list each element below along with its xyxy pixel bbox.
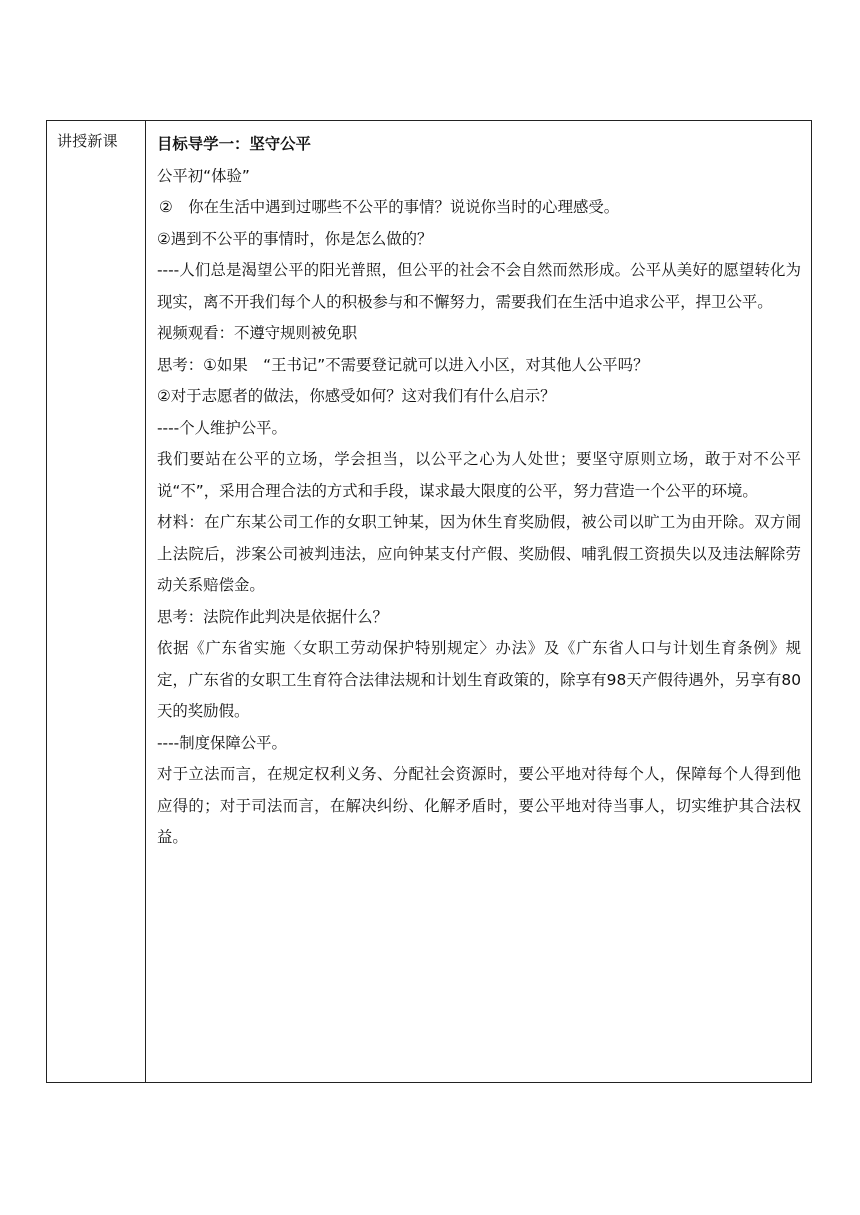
paragraph-personal: 我们要站在公平的立场，学会担当，以公平之心为人处世；要坚守原则立场，敢于对不公平说“不”，采用合理合法的方式和手段，谋求最大限度的公平，努力营造一个公平的环境。	[157, 450, 801, 500]
section-label: 讲授新课	[57, 132, 118, 150]
material-paragraph: 材料：在广东某公司工作的女职工钟某，因为休生育奖励假，被公司以旷工为由开除。双方闹上法院后，涉案公司被判违法，应向钟某支付产假、奖励假、哺乳假工资损失以及违法解除劳动关系赔偿金。	[157, 513, 801, 594]
think-question-2: ②对于志愿者的做法，你感受如何？这对我们有什么启示？	[157, 387, 556, 405]
think-question-1: 思考：①如果 “王书记”不需要登记就可以进入小区，对其他人公平吗？	[157, 355, 649, 374]
paragraph-system: 对于立法而言，在规定权利义务、分配社会资源时，要公平地对待每个人，保障每个人得到他应得的；对于司法而言，在解决纠纷、化解矛盾时，要公平地对待当事人，切实维护其合法权益。	[157, 765, 801, 846]
subheading-personal: ----个人维护公平。	[157, 418, 287, 437]
paragraph-fairness-intro: ----人们总是渴望公平的阳光普照，但公平的社会不会自然而然形成。公平从美好的愿望转化为现实，离不开我们每个人的积极参与和不懈努力，需要我们在生活中追求公平，捍卫公平。	[157, 261, 801, 311]
video-title: 视频观看：不遵守规则被免职	[157, 324, 358, 342]
paragraph-experience-title: 公平初“体验”	[157, 166, 250, 185]
subheading-system: ----制度保障公平。	[157, 733, 287, 752]
question-2: ②遇到不公平的事情时，你是怎么做的？	[157, 229, 433, 248]
think-question-court: 思考：法院作此判决是依据什么？	[157, 607, 388, 626]
section-heading: 目标导学一：坚守公平	[157, 135, 311, 153]
content-cell	[146, 121, 811, 1082]
question-1: ② 你在生活中遇到过哪些不公平的事情？说说你当时的心理感受。	[159, 198, 620, 216]
section-label-cell	[47, 121, 146, 1082]
lesson-table	[46, 120, 812, 1083]
paragraph-regulation: 依据《广东省实施〈女职工劳动保护特别规定〉办法》及《广东省人口与计划生育条例》规定，广东省的女职工生育符合法律法规和计划生育政策的，除享有98天产假待遇外，另享有80天的奖励假。	[157, 639, 801, 720]
